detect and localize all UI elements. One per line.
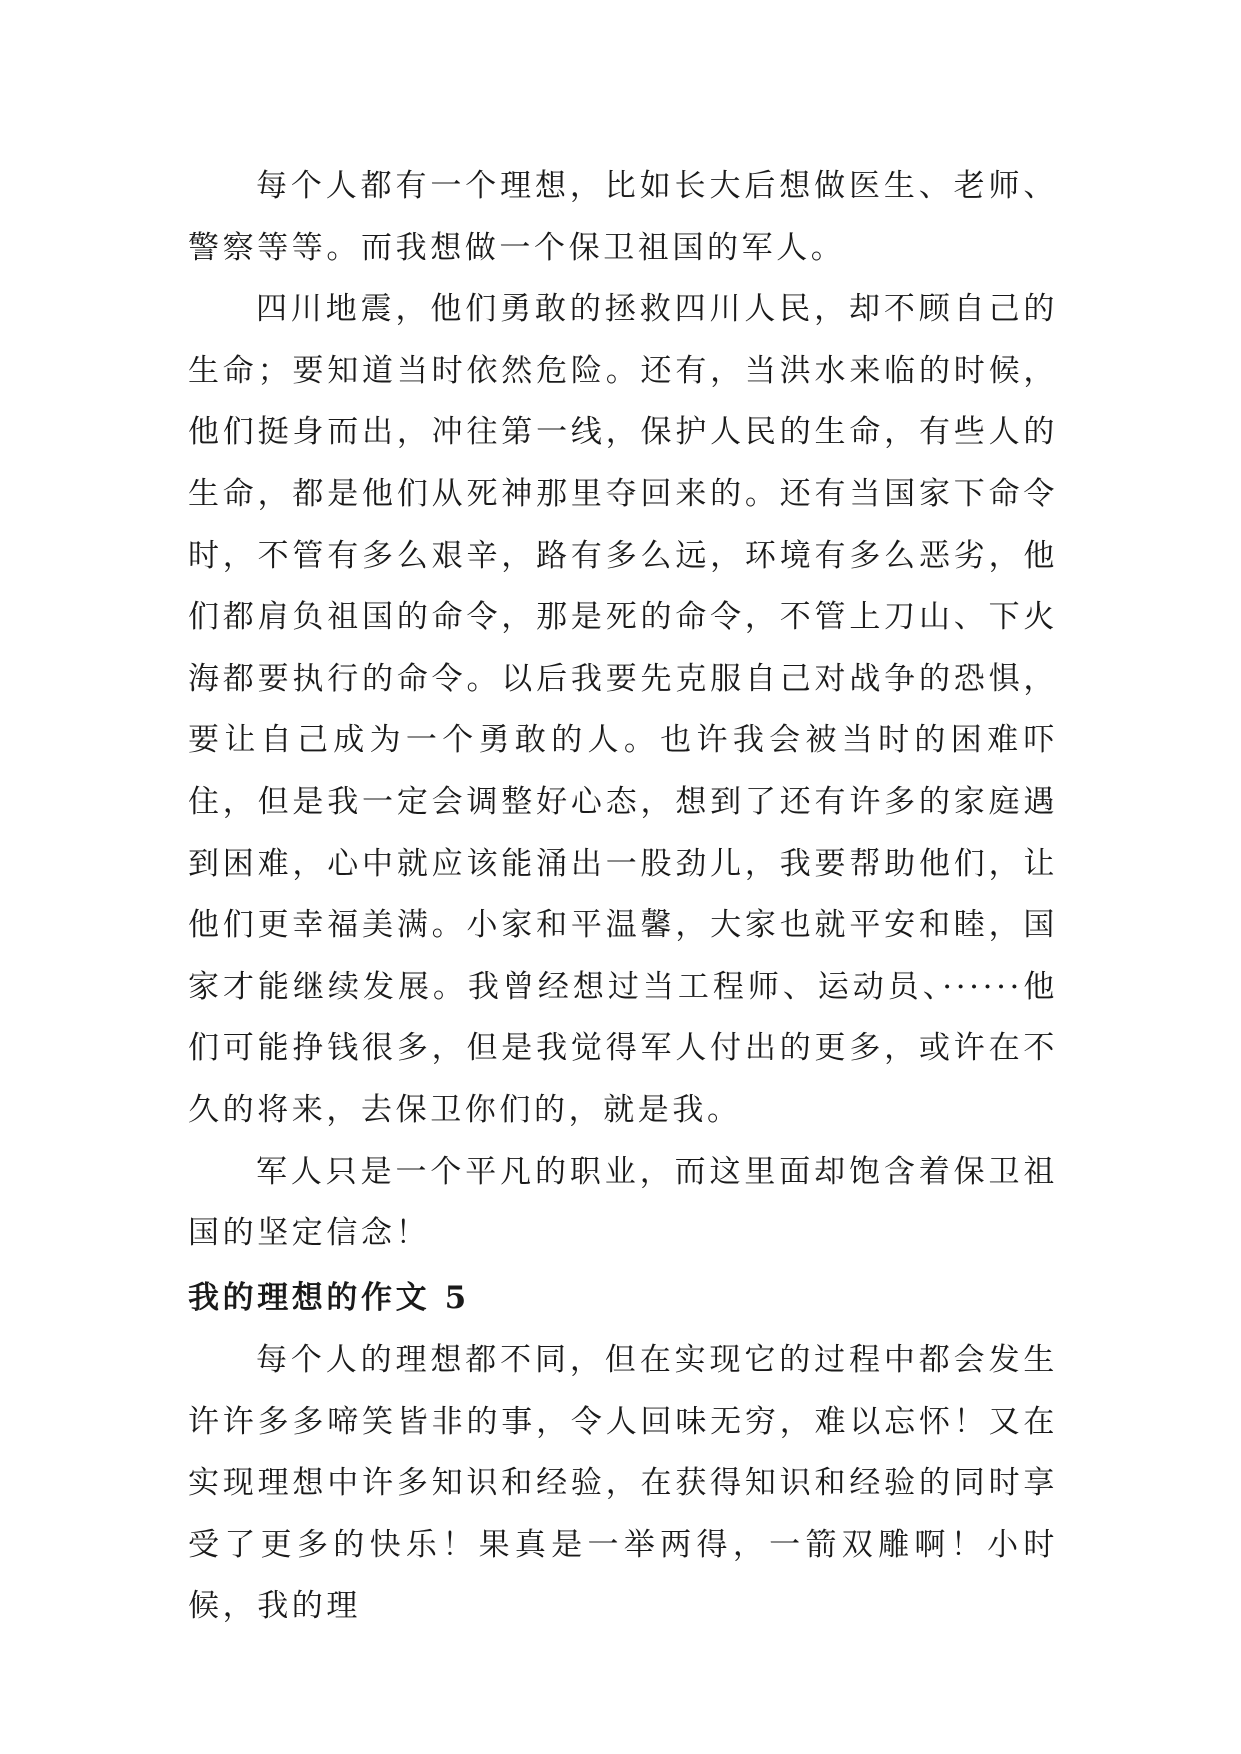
- paragraph: 四川地震，他们勇敢的拯救四川人民，却不顾自己的生命；要知道当时依然危险。还有，当洪水来临的时候，他们挺身而出，冲往第一线，保护人民的生命，有些人的生命，都是他们从死神那里夺回来的。还有当国家下命令时，不管有多么艰辛，路有多么远，环境有多么恶劣，他们都肩负祖国的命令，那是死的命令，不管上刀山、下火海都要执行的命令。以后我要先克服自己对战争的恐惧，要让自己成为一个勇敢的人。也许我会被当时的困难吓住，但是我一定会调整好心态，想到了还有许多的家庭遇到困难，心中就应该能涌出一股劲儿，我要帮助他们，让他们更幸福美满。小家和平温馨，大家也就平安和睦，国家才能继续发展。我曾经想过当工程师、运动员、······他们可能挣钱很多，但是我觉得军人付出的更多，或许在不久的将来，去保卫你们的，就是我。: [188, 291, 1058, 1128]
- paragraph: 每个人的理想都不同，但在实现它的过程中都会发生许许多多啼笑皆非的事，令人回味无穷，难以忘怀！又在实现理想中许多知识和经验，在获得知识和经验的同时享受了更多的快乐！果真是一举两得，一箭双雕啊！小时候，我的理: [188, 1342, 1058, 1625]
- paragraph: 军人只是一个平凡的职业，而这里面却饱含着保卫祖国的坚定信念！: [188, 1153, 1058, 1252]
- essay-body-bottom: [188, 1330, 1058, 1638]
- essay-body-top: [188, 156, 1058, 1265]
- section-title: 我的理想的作文 5: [188, 1280, 470, 1316]
- paragraph: 每个人都有一个理想，比如长大后想做医生、老师、警察等等。而我想做一个保卫祖国的军人。: [188, 168, 1058, 266]
